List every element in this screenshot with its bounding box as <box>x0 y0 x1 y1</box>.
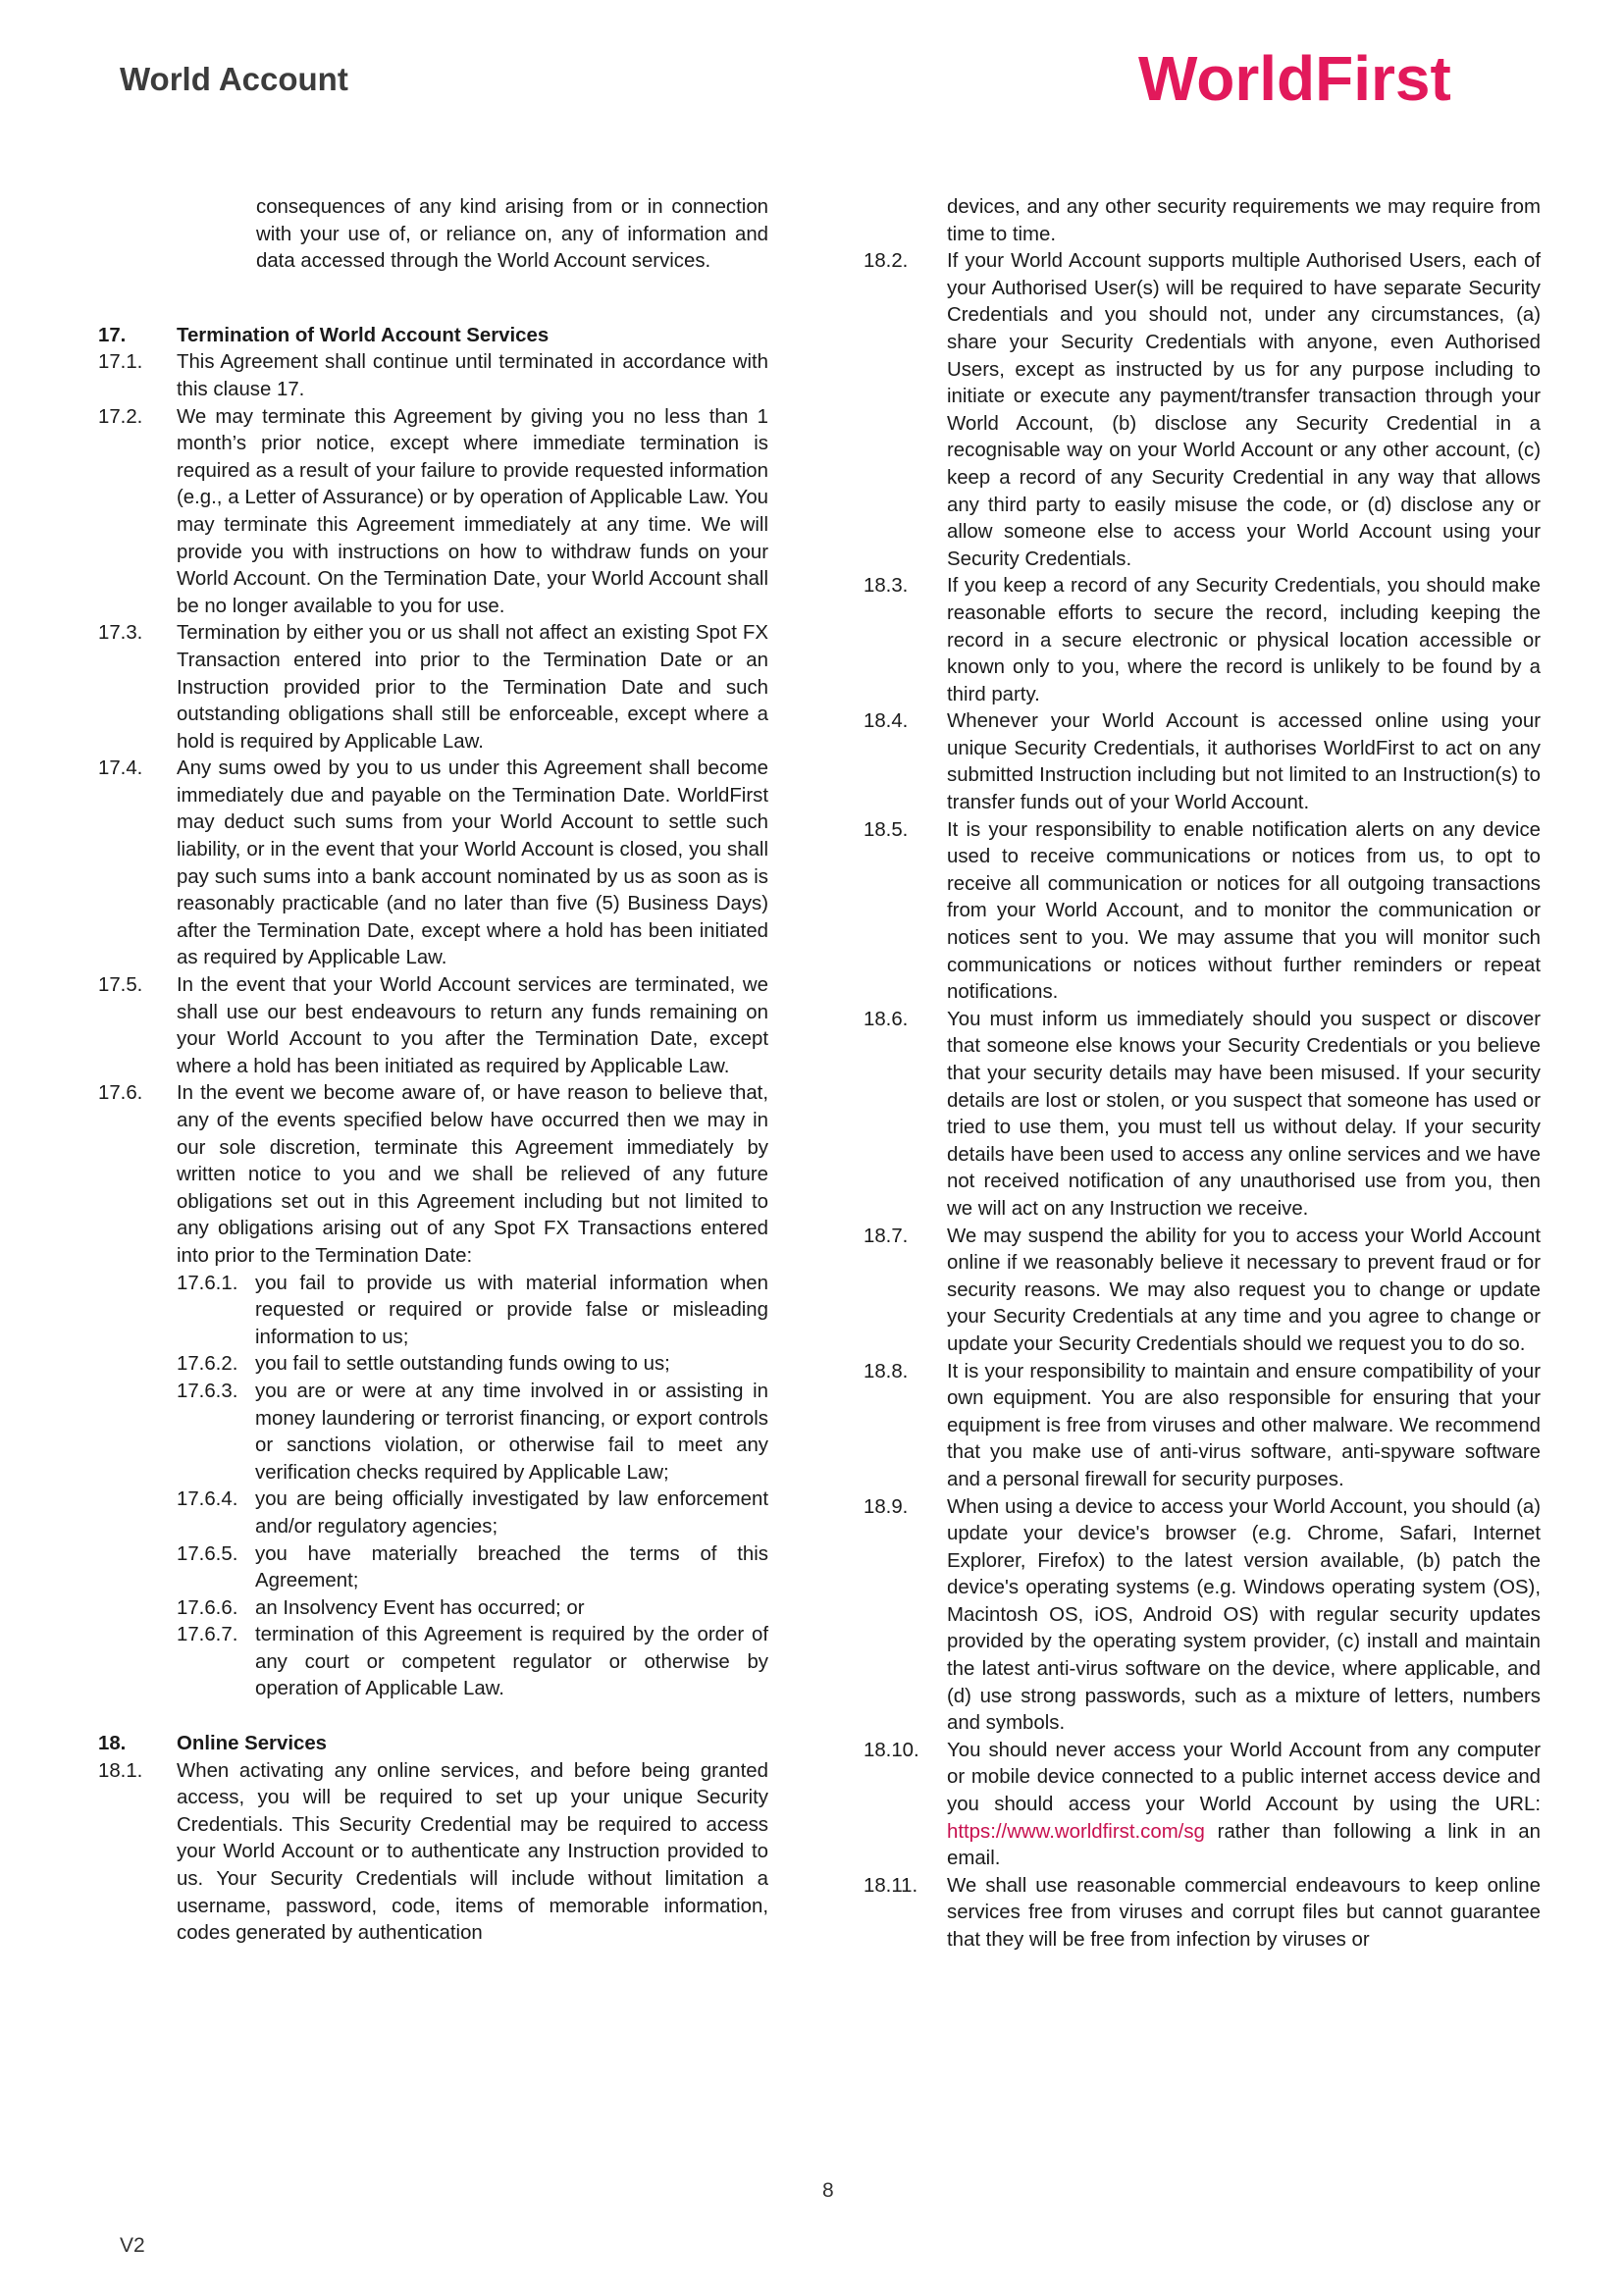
clause-number: 18.10. <box>864 1739 919 1761</box>
clause-number: 18.11. <box>864 1874 918 1897</box>
worldfirst-url-link[interactable]: https://www.worldfirst.com/sg <box>947 1820 1205 1843</box>
clause-18-2 <box>864 248 1541 573</box>
clause-17-6-3 <box>177 1379 768 1487</box>
subclause-number: 17.6.3. <box>177 1380 238 1402</box>
clause-text: In the event that your World Account services are terminated, we shall use our best endeavours to return any funds remaining on your World Account to you after the Termination Date, except where a hold has been initiated as required by Applicable Law. <box>177 974 768 1077</box>
clause-number: 18.9. <box>864 1495 909 1518</box>
document-version: V2 <box>120 2234 145 2257</box>
left-column <box>98 194 768 1948</box>
clause-text: In the event we become aware of, or have reason to believe that, any of the events specified below have occurred then we may in our sole discretion, terminate this Agreement immediately by written notice to you and we shall be relieved of any future obligations set out in this Agreement including but not limited to any obligations arising out of any Spot FX Transactions entered into prior to the Termination Date: <box>177 1082 768 1267</box>
clause-18-5 <box>864 817 1541 1007</box>
clause-text: It is your responsibility to maintain and ensure compatibility of your own equipment. You are also responsible for ensuring that your equipment is free from viruses and other malware. We recommend that you make use of anti-virus software, anti-spyware software and a personal firewall for security purposes. <box>947 1360 1541 1490</box>
clause-18-11 <box>864 1873 1541 1955</box>
clause-18-6 <box>864 1007 1541 1224</box>
clause-text: We may terminate this Agreement by giving you no less than 1 month’s prior notice, except where immediate termination is required as a result of your failure to provide requested information (e.g., a Letter of Assurance) or by operation of Applicable Law. You may terminate this Agreement immediately at any time. We will provide you with instructions on how to withdraw funds on your World Account. On the Termination Date, your World Account shall be no longer available to you for use. <box>177 405 768 617</box>
subclause-text: you are or were at any time involved in or assisting in money laundering or terrorist financing, or export controls or sanctions violation, or otherwise fail to meet any verification checks required by Applicable Law; <box>255 1380 768 1484</box>
subclause-text: you fail to settle outstanding funds owing to us; <box>255 1353 670 1376</box>
clause-number: 18.1. <box>98 1759 143 1782</box>
clause-17-4 <box>98 756 768 972</box>
clause-text: If you keep a record of any Security Credentials, you should make reasonable efforts to secure the record, including keeping the record in a secure electronic or physical location accessible or known only to you, where the record is unlikely to be found by a third party. <box>947 575 1541 705</box>
clause-text: Any sums owed by you to us under this Agreement shall become immediately due and payable on the Termination Date. WorldFirst may deduct such sums from your World Account to settle such liability, or in the event that your World Account is closed, you shall pay such sums into a bank account nominated by us as soon as is reasonably practicable (and no later than five (5) Business Days) after the Termination Date, except where a hold has been initiated as required by Applicable Law. <box>177 757 768 969</box>
clause-number: 17.1. <box>98 351 143 374</box>
section-17-heading <box>98 323 768 350</box>
clause-text: It is your responsibility to enable notification alerts on any device used to receive communications or notices from us, to opt to receive all communication or notices for all outgoing transactions from your World Account, and to monitor the communication or notices sent to you. We may assume that you will monitor such communications or notices without further reminders or repeat notifications. <box>947 818 1541 1004</box>
subclause-number: 17.6.6. <box>177 1596 238 1619</box>
subclause-text: an Insolvency Event has occurred; or <box>255 1596 585 1619</box>
section-number: 18. <box>98 1733 127 1755</box>
clause-17-5 <box>98 972 768 1080</box>
document-header-title: World Account <box>120 61 348 97</box>
clause-17-6-4 <box>177 1487 768 1540</box>
clause-text: We may suspend the ability for you to access your World Account online if we reasonably believe it necessary to prevent fraud or for security reasons. We may also request you to change or update your Security Credentials at any time and you agree to change or update your Security Credentials should we request you to do so. <box>947 1225 1541 1355</box>
clause-number: 17.6. <box>98 1082 143 1105</box>
subclause-text: you have materially breached the terms of this Agreement; <box>255 1542 768 1592</box>
clause-text: When using a device to access your World Account, you should (a) update your device's browser (e.g. Chrome, Safari, Internet Explorer, Firefox) to the latest version available, (b) patch the device's operating systems (e.g. Windows operating system (OS), Macintosh OS, iOS, Android OS) with regular security updates provided by the operating system provider, (c) install and maintain the latest anti-virus software on the device, where applicable, and (d) use strong passwords, such as a mixture of letters, numbers and symbols. <box>947 1495 1541 1735</box>
section-number: 17. <box>98 324 127 346</box>
subclause-number: 17.6.5. <box>177 1542 238 1565</box>
clause-text <box>947 1738 1541 1873</box>
clause-number: 18.5. <box>864 818 909 841</box>
section-title: Termination of World Account Services <box>177 324 550 346</box>
clause-number: 17.3. <box>98 622 143 645</box>
clause-number: 17.5. <box>98 974 143 997</box>
clause-text: This Agreement shall continue until terminated in accordance with this clause 17. <box>177 351 768 400</box>
clause-18-9 <box>864 1494 1541 1738</box>
clause-number: 18.8. <box>864 1360 909 1382</box>
subclause-text: you are being officially investigated by law enforcement and/or regulatory agencies; <box>255 1488 768 1538</box>
clause-text: You must inform us immediately should you suspect or discover that someone else knows your Security Credentials or you believe that your security details may have been misused. If your security details are lost or stolen, or you suspect that someone has used or tried to use them, you must tell us without delay. If your security details have been used to access any online services and we have not received notification of any unauthorised use from you, then we will act on any Instruction we receive. <box>947 1008 1541 1220</box>
clause-18-4 <box>864 708 1541 816</box>
page-number: 8 <box>822 2179 834 2202</box>
clause-number: 17.2. <box>98 405 143 428</box>
section-18-heading <box>98 1731 768 1758</box>
subclause-number: 17.6.1. <box>177 1272 238 1294</box>
clause-18-8 <box>864 1359 1541 1494</box>
clause-text: When activating any online services, and before being granted access, you will be required to set up your unique Security Credentials. This Security Credential may be required to access your World Account or to authenticate any Instruction provided to us. Your Security Credentials will include without limitation a username, password, code, items of memorable information, codes generated by authentication <box>177 1759 768 1945</box>
clause-17-6-7 <box>177 1622 768 1703</box>
clause-18-10 <box>864 1738 1541 1873</box>
clause-number: 17.4. <box>98 757 143 780</box>
clause-number: 18.4. <box>864 710 909 733</box>
clause-number: 18.6. <box>864 1008 909 1030</box>
clause-17-1 <box>98 349 768 403</box>
clause-18-1 <box>98 1758 768 1948</box>
clause-18-1-continuation: devices, and any other security requirements we may require from time to time. <box>947 196 1541 245</box>
clause-17-6 <box>98 1080 768 1270</box>
clause-17-6-1 <box>177 1271 768 1352</box>
subclause-text: termination of this Agreement is required by the order of any court or competent regulator or otherwise by operation of Applicable Law. <box>255 1624 768 1700</box>
clause-text: We shall use reasonable commercial endeavours to keep online services free from viruses and corrupt files but cannot guarantee that they will be free from infection by viruses or <box>947 1874 1541 1951</box>
clause-17-6-2 <box>177 1351 768 1379</box>
clause-text: Termination by either you or us shall not affect an existing Spot FX Transaction entered into prior to the Termination Date or an Instruction provided prior to the Termination Date and such outstanding obligations shall still be enforceable, except where a hold is required by Applicable Law. <box>177 622 768 753</box>
section-title: Online Services <box>177 1733 328 1755</box>
clause-number: 18.3. <box>864 575 909 598</box>
clause-17-6-5 <box>177 1541 768 1595</box>
clause-17-2 <box>98 404 768 621</box>
clause-number: 18.7. <box>864 1225 909 1247</box>
right-column <box>864 194 1541 1955</box>
worldfirst-logo <box>1138 43 1531 112</box>
subclause-number: 17.6.4. <box>177 1488 238 1511</box>
clause-number: 18.2. <box>864 250 909 273</box>
clause-17-6-6 <box>177 1595 768 1623</box>
subclause-number: 17.6.2. <box>177 1353 238 1376</box>
subclause-text: you fail to provide us with material information when requested or required or provide false or misleading information to us; <box>255 1272 768 1348</box>
clause-17-3 <box>98 620 768 756</box>
clause-16-continuation: consequences of any kind arising from or in connection with your use of, or reliance on, any of information and data accessed through the World Account services. <box>256 196 768 273</box>
clause-text: If your World Account supports multiple Authorised Users, each of your Authorised User(s) will be required to have separate Security Credentials and you should not, under any circumstances, (a) share your Security Credentials with anyone, even Authorised Users, except as instructed by us for any purpose including to initiate or execute any payment/transfer transaction through your World Account, (b) disclose any Security Credential in a recognisable way on your World Account or any other account, (c) keep a record of any Security Credential in any way that allows any third party to easily misuse the code, or (d) disclose any or allow someone else to access your World Account using your Security Credentials. <box>947 250 1541 570</box>
clause-text: Whenever your World Account is accessed online using your unique Security Credentials, it authorises WorldFirst to act on any submitted Instruction including but not limited to an Instruction(s) to transfer funds out of your World Account. <box>947 710 1541 814</box>
clause-text-after-link: rather than following a link in an email. <box>947 1820 1541 1870</box>
subclause-number: 17.6.7. <box>177 1624 238 1646</box>
clause-18-3 <box>864 573 1541 708</box>
clause-text-before-link: You should never access your World Account from any computer or mobile device connected to a public internet access device and you should access your World Account by using the URL: <box>947 1739 1541 1816</box>
clause-18-7 <box>864 1224 1541 1359</box>
svg-text:WorldFirst: WorldFirst <box>1138 43 1451 112</box>
